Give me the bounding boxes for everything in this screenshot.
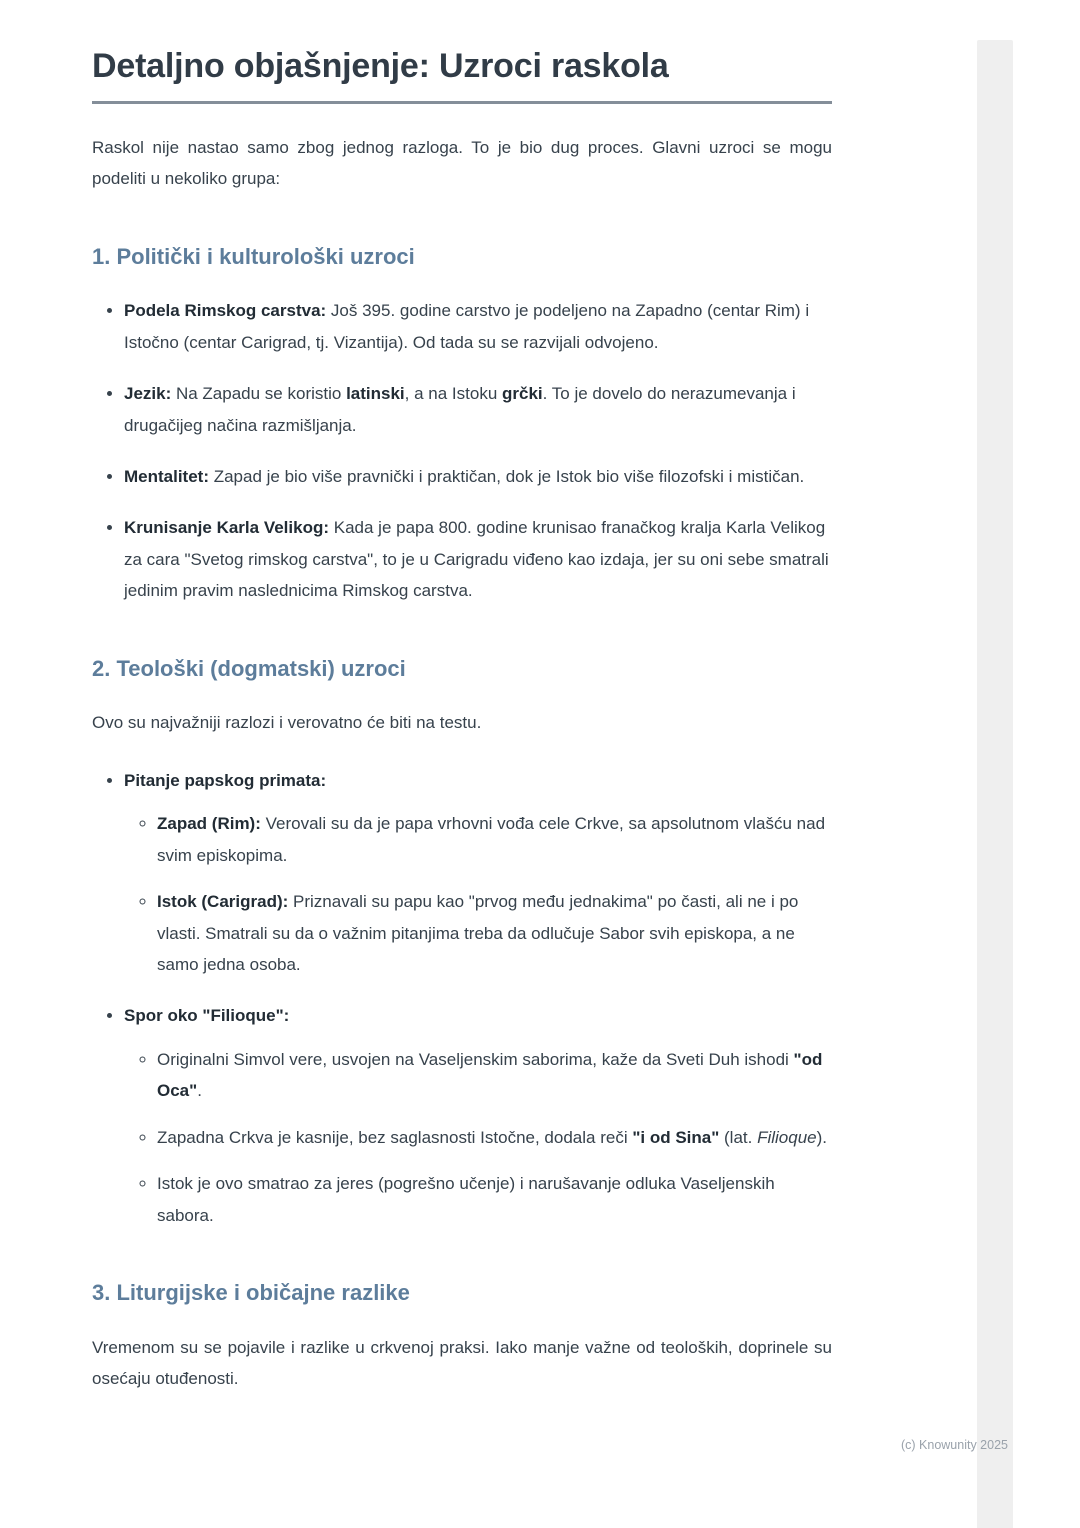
section-lead-theological: Ovo su najvažniji razlozi i verovatno će biti na testu. [92, 713, 482, 733]
bullet-text: Jezik: Na Zapadu se koristio latinski, a na Istoku grčki. To je dovelo do nerazumevanja i drugačijeg načina razmišljanja. [124, 384, 796, 435]
closing-paragraph: Vremenom su se pojavile i razlike u crkvenoj praksi. Iako manje važne od teoloških, doprinele su osećaju otuđenosti. [92, 1337, 832, 1389]
bullet-list-political [92, 295, 832, 607]
bullet-item [124, 295, 832, 358]
sub-bullet-text: Istok je ovo smatrao za jeres (pogrešno učenje) i narušavanje odluka Vaseljenskih sabora. [157, 1174, 775, 1225]
bullet-list-theological [92, 765, 832, 1231]
sub-bullet-item [157, 1044, 832, 1107]
bullet-text: Spor oko "Filioque": [124, 1006, 290, 1026]
scrollbar-track[interactable] [977, 40, 1013, 1528]
bullet-item [124, 461, 832, 492]
watermark: (c) Knowunity 2025 [900, 1438, 1008, 1452]
bullet-text: Mentalitet: Zapad je bio više pravnički i praktičan, dok je Istok bio više filozofski i mističan. [124, 467, 805, 487]
sub-bullet-list [124, 1044, 832, 1231]
sub-bullet-item [157, 886, 832, 980]
intro-paragraph: Raskol nije nastao samo zbog jednog razloga. To je bio dug proces. Glavni uzroci se mogu podeliti u nekoliko grupa: [92, 137, 832, 189]
bullet-text: Pitanje papskog primata: [124, 770, 327, 790]
sub-bullet-item [157, 1168, 832, 1231]
bullet-text: Podela Rimskog carstva: Još 395. godine carstvo je podeljeno na Zapadno (centar Rim) i Istočno (centar Carigrad, tj. Vizantija). Od tada su se razvijali odvojeno. [124, 301, 810, 352]
sub-bullet-text: Zapad (Rim): Verovali su da je papa vrhovni vođa cele Crkve, sa apsolutnom vlašću nad svim episkopima. [157, 814, 826, 865]
bullet-item [124, 378, 832, 441]
sub-bullet-item [157, 1122, 832, 1153]
document-body [92, 0, 832, 1421]
sub-bullet-text: Istok (Carigrad): Priznavali su papu kao "prvog među jednakima" po časti, ali ne i po vlasti. Smatrali su da o važnim pitanjima treba da odlučuje Sabor svih episkopa, a ne samo jedna osoba. [157, 892, 799, 974]
section-heading-liturgical: 3. Liturgijske i običajne razlike [92, 1280, 410, 1306]
bullet-item [124, 512, 832, 606]
bullet-text: Krunisanje Karla Velikog: Kada je papa 800. godine krunisao franačkog kralja Karla Velikog za cara "Svetog rimskog carstva", to je u Carigradu viđeno kao izdaja, jer su oni sebe smatrali jedinim pravim naslednicima Rimskog carstva. [124, 518, 829, 601]
bullet-item [124, 765, 832, 981]
page-title: Detaljno objašnjenje: Uzroci raskola [92, 47, 669, 85]
bullet-item [124, 1000, 832, 1231]
sub-bullet-list [124, 808, 832, 980]
section-heading-theological: 2. Teološki (dogmatski) uzroci [92, 655, 406, 681]
sub-bullet-text: Originalni Simvol vere, usvojen na Vaseljenskim saborima, kaže da Sveti Duh ishodi "od Oca". [157, 1049, 823, 1101]
sub-bullet-text: Zapadna Crkva je kasnije, bez saglasnosti Istočne, dodala reči "i od Sina" (lat. Filioque). [157, 1127, 828, 1147]
sub-bullet-item [157, 808, 832, 871]
section-heading-political: 1. Politički i kulturološki uzroci [92, 243, 415, 269]
title-divider [92, 101, 832, 104]
